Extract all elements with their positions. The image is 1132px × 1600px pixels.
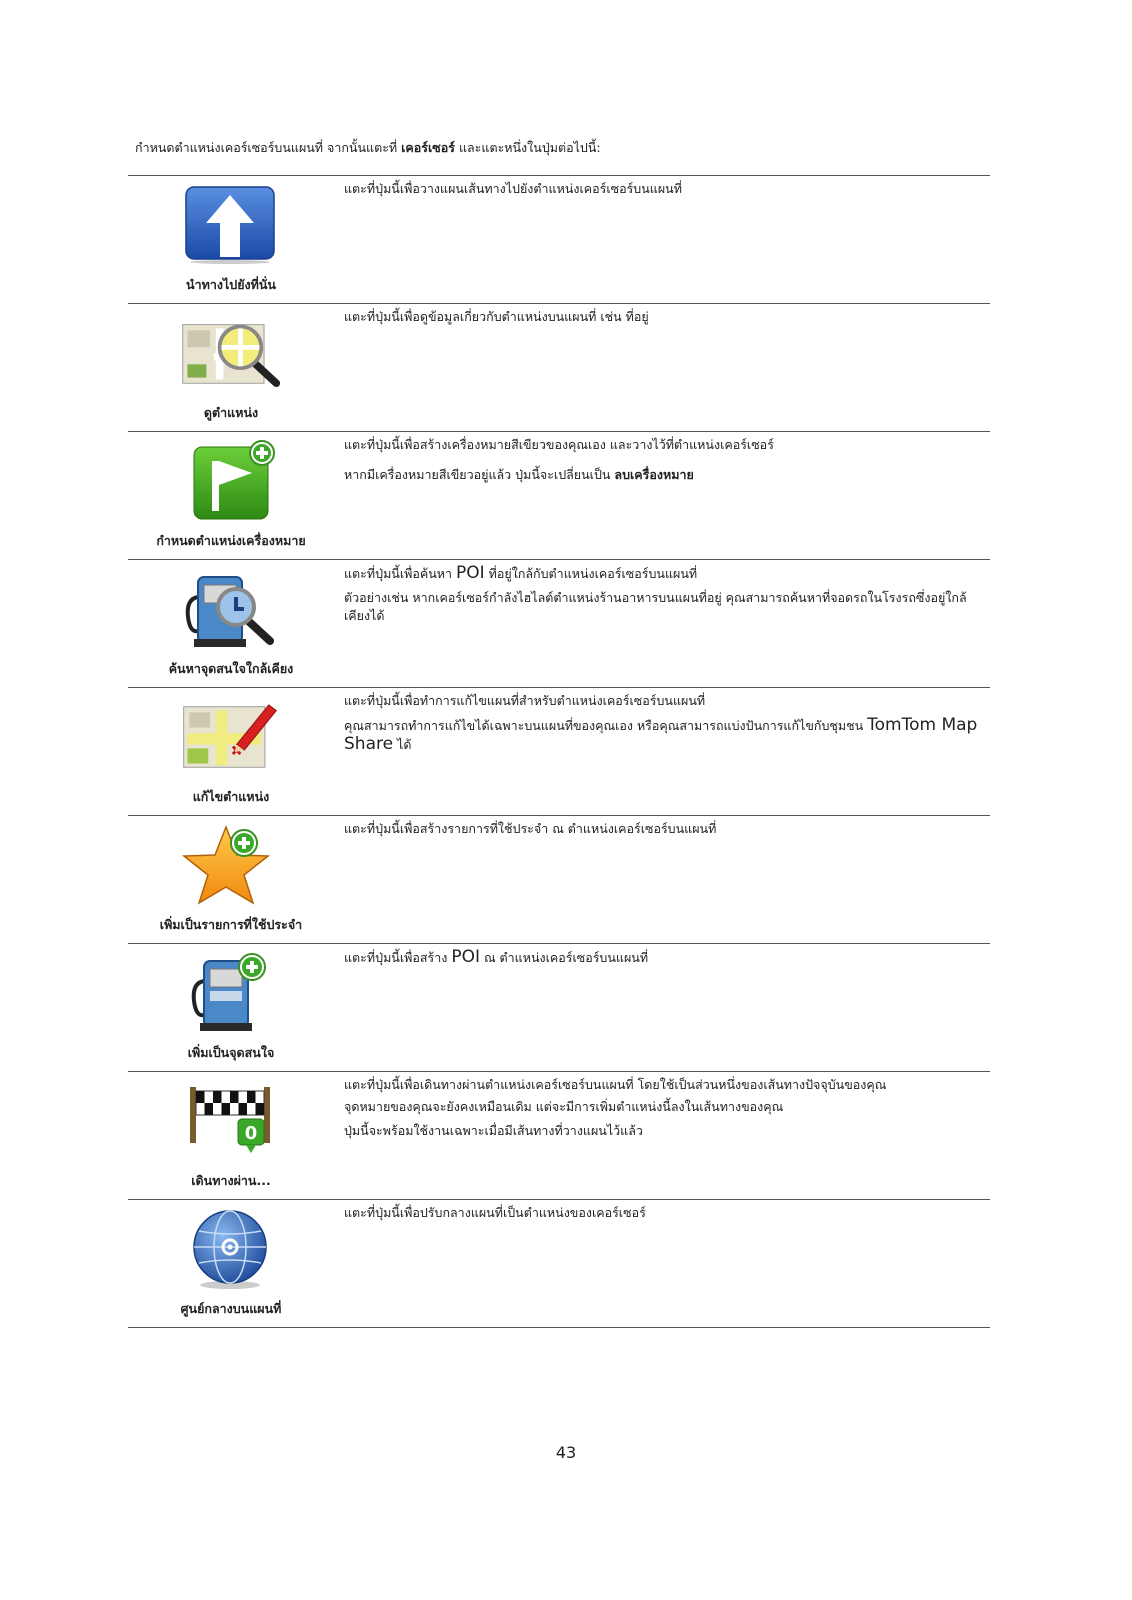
option-row-find-poi-nearby[interactable]: [128, 560, 990, 688]
fuel-pump-plus-icon[interactable]: [180, 951, 280, 1035]
option-row-add-poi[interactable]: [128, 944, 990, 1072]
option-label: นำทางไปยังที่นั่น: [186, 277, 276, 292]
via-badge-count: 0: [244, 1123, 258, 1144]
option-description: แตะที่ปุ่มนี้เพื่อทำการแก้ไขแผนที่สำหรับตำแหน่งเคอร์เซอร์บนแผนที่ คุณสามารถทำการแก้ไขได้เฉพาะบนแผนที่ของคุณเอง หรือคุณสามารถแบ่งปันการแก้ไขกับชุมชน TomTom Map Share ได้: [344, 693, 978, 754]
option-row-view-location[interactable]: [128, 304, 990, 432]
fuel-pump-magnifier-icon[interactable]: [178, 567, 282, 651]
globe-target-icon[interactable]: [185, 1207, 275, 1291]
option-label: กำหนดตำแหน่งเครื่องหมาย: [156, 533, 306, 548]
option-label: ค้นหาจุดสนใจใกล้เคียง: [168, 661, 294, 676]
options-table: [128, 175, 990, 1328]
option-row-set-marker[interactable]: [128, 432, 990, 560]
option-row-travel-via[interactable]: [128, 1072, 990, 1200]
option-row-add-favorite[interactable]: [128, 816, 990, 944]
option-description: แตะที่ปุ่มนี้เพื่อค้นหา POI ที่อยู่ใกล้กับตำแหน่งเคอร์เซอร์บนแผนที่ ตัวอย่างเช่น หากเคอร์เซอร์กำลังไฮไลต์ตำแหน่งร้านอาหารบนแผนที่อยู่ คุณสามารถค้นหาที่จอดรถในโรงรถซึ่งอยู่ใกล้เคียงได้: [344, 563, 967, 623]
navigate-arrow-icon[interactable]: [182, 185, 278, 265]
option-description: แตะที่ปุ่มนี้เพื่อสร้างเครื่องหมายสีเขียวของคุณเอง และวางไว้ที่ตำแหน่งเคอร์เซอร์ หากมีเครื่องหมายสีเขียวอยู่แล้ว ปุ่มนี้จะเปลี่ยนเป็น ลบเครื่องหมาย: [344, 437, 774, 482]
option-row-edit-location[interactable]: [128, 688, 990, 816]
option-description: แตะที่ปุ่มนี้เพื่อสร้าง POI ณ ตำแหน่งเคอร์เซอร์บนแผนที่: [344, 947, 649, 967]
checkered-flag-icon[interactable]: [180, 1081, 280, 1161]
option-description: แตะที่ปุ่มนี้เพื่อสร้างรายการที่ใช้ประจำ ณ ตำแหน่งเคอร์เซอร์บนแผนที่: [344, 821, 717, 836]
page-number: 43: [555, 1443, 577, 1462]
option-label: ดูตำแหน่ง: [203, 405, 259, 420]
option-description: แตะที่ปุ่มนี้เพื่อเดินทางผ่านตำแหน่งเคอร์เซอร์บนแผนที่ โดยใช้เป็นส่วนหนึ่งของเส้นทางปัจจุบันของคุณ จุดหมายของคุณจะยังคงเหมือนเดิม แต่จะมีการเพิ่มตำแหน่งนี้ลงในเส้นทางของคุณ ปุ่มนี้จะพร้อมใช้งานเฉพาะเมื่อมีเส้นทางที่วางแผนไว้แล้ว: [344, 1077, 887, 1138]
option-label: แก้ไขตำแหน่ง: [192, 789, 270, 804]
intro-text: กำหนดตำแหน่งเคอร์เซอร์บนแผนที่ จากนั้นแตะที่ เคอร์เซอร์ และแตะหนึ่งในปุ่มต่อไปนี้:: [135, 140, 601, 155]
green-flag-plus-icon[interactable]: [180, 439, 280, 523]
star-plus-icon[interactable]: [180, 823, 280, 907]
option-description: แตะที่ปุ่มนี้เพื่อดูข้อมูลเกี่ยวกับตำแหน่งบนแผนที่ เช่น ที่อยู่: [344, 309, 649, 324]
map-pencil-icon[interactable]: [178, 695, 282, 779]
option-row-center-on-map[interactable]: [128, 1200, 990, 1328]
map-magnifier-icon[interactable]: [178, 313, 282, 393]
option-label: เพิ่มเป็นจุดสนใจ: [187, 1045, 275, 1060]
option-label: ศูนย์กลางบนแผนที่: [180, 1301, 282, 1316]
option-row-navigate[interactable]: [128, 176, 990, 304]
option-description: แตะที่ปุ่มนี้เพื่อปรับกลางแผนที่เป็นตำแหน่งของเคอร์เซอร์: [344, 1205, 646, 1220]
option-description: แตะที่ปุ่มนี้เพื่อวางแผนเส้นทางไปยังตำแหน่งเคอร์เซอร์บนแผนที่: [344, 181, 682, 196]
option-label: เพิ่มเป็นรายการที่ใช้ประจำ: [159, 917, 303, 932]
option-label: เดินทางผ่าน...: [191, 1173, 271, 1188]
